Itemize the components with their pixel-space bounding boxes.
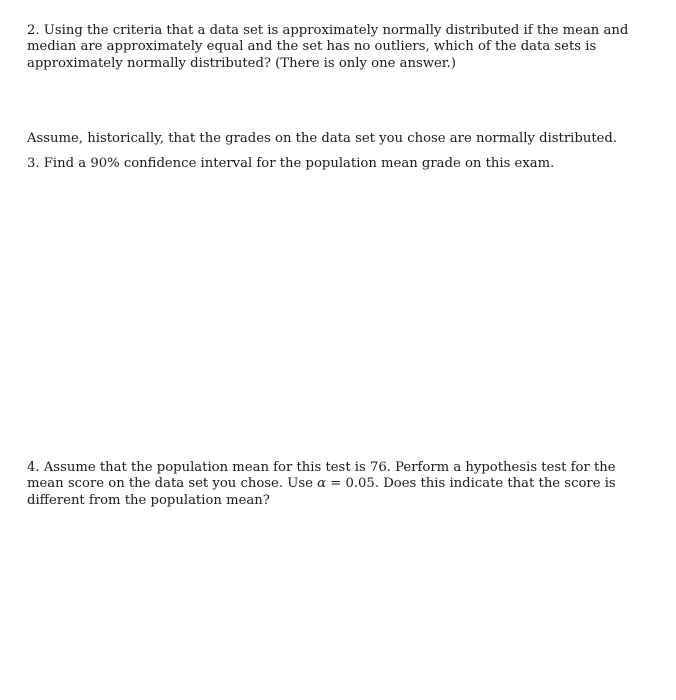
alpha-symbol: α (317, 476, 327, 492)
question-4-part-2: . Does this indicate that the score is different from the population mean? (27, 476, 616, 508)
question-3-text: 3. Find a 90% confidence interval for the population mean grade on this exam. (27, 156, 555, 171)
assumption-text: Assume, historically, that the grades on the data set you chose are normally distributed. (27, 131, 618, 146)
alpha-value: = 0.05 (326, 476, 375, 492)
question-2-text: 2. Using the criteria that a data set is approximately normally distributed if the mean and median are approximately equal and the set has no outliers, which of the data sets is approximately normally distributed? (There is only one answer.) (27, 23, 629, 71)
question-4-part-1: 4. Assume that the population mean for this test is 76. Perform a hypothesis test for the mean score on the data set you chose. Use (27, 460, 616, 492)
question-4-text (27, 460, 642, 509)
